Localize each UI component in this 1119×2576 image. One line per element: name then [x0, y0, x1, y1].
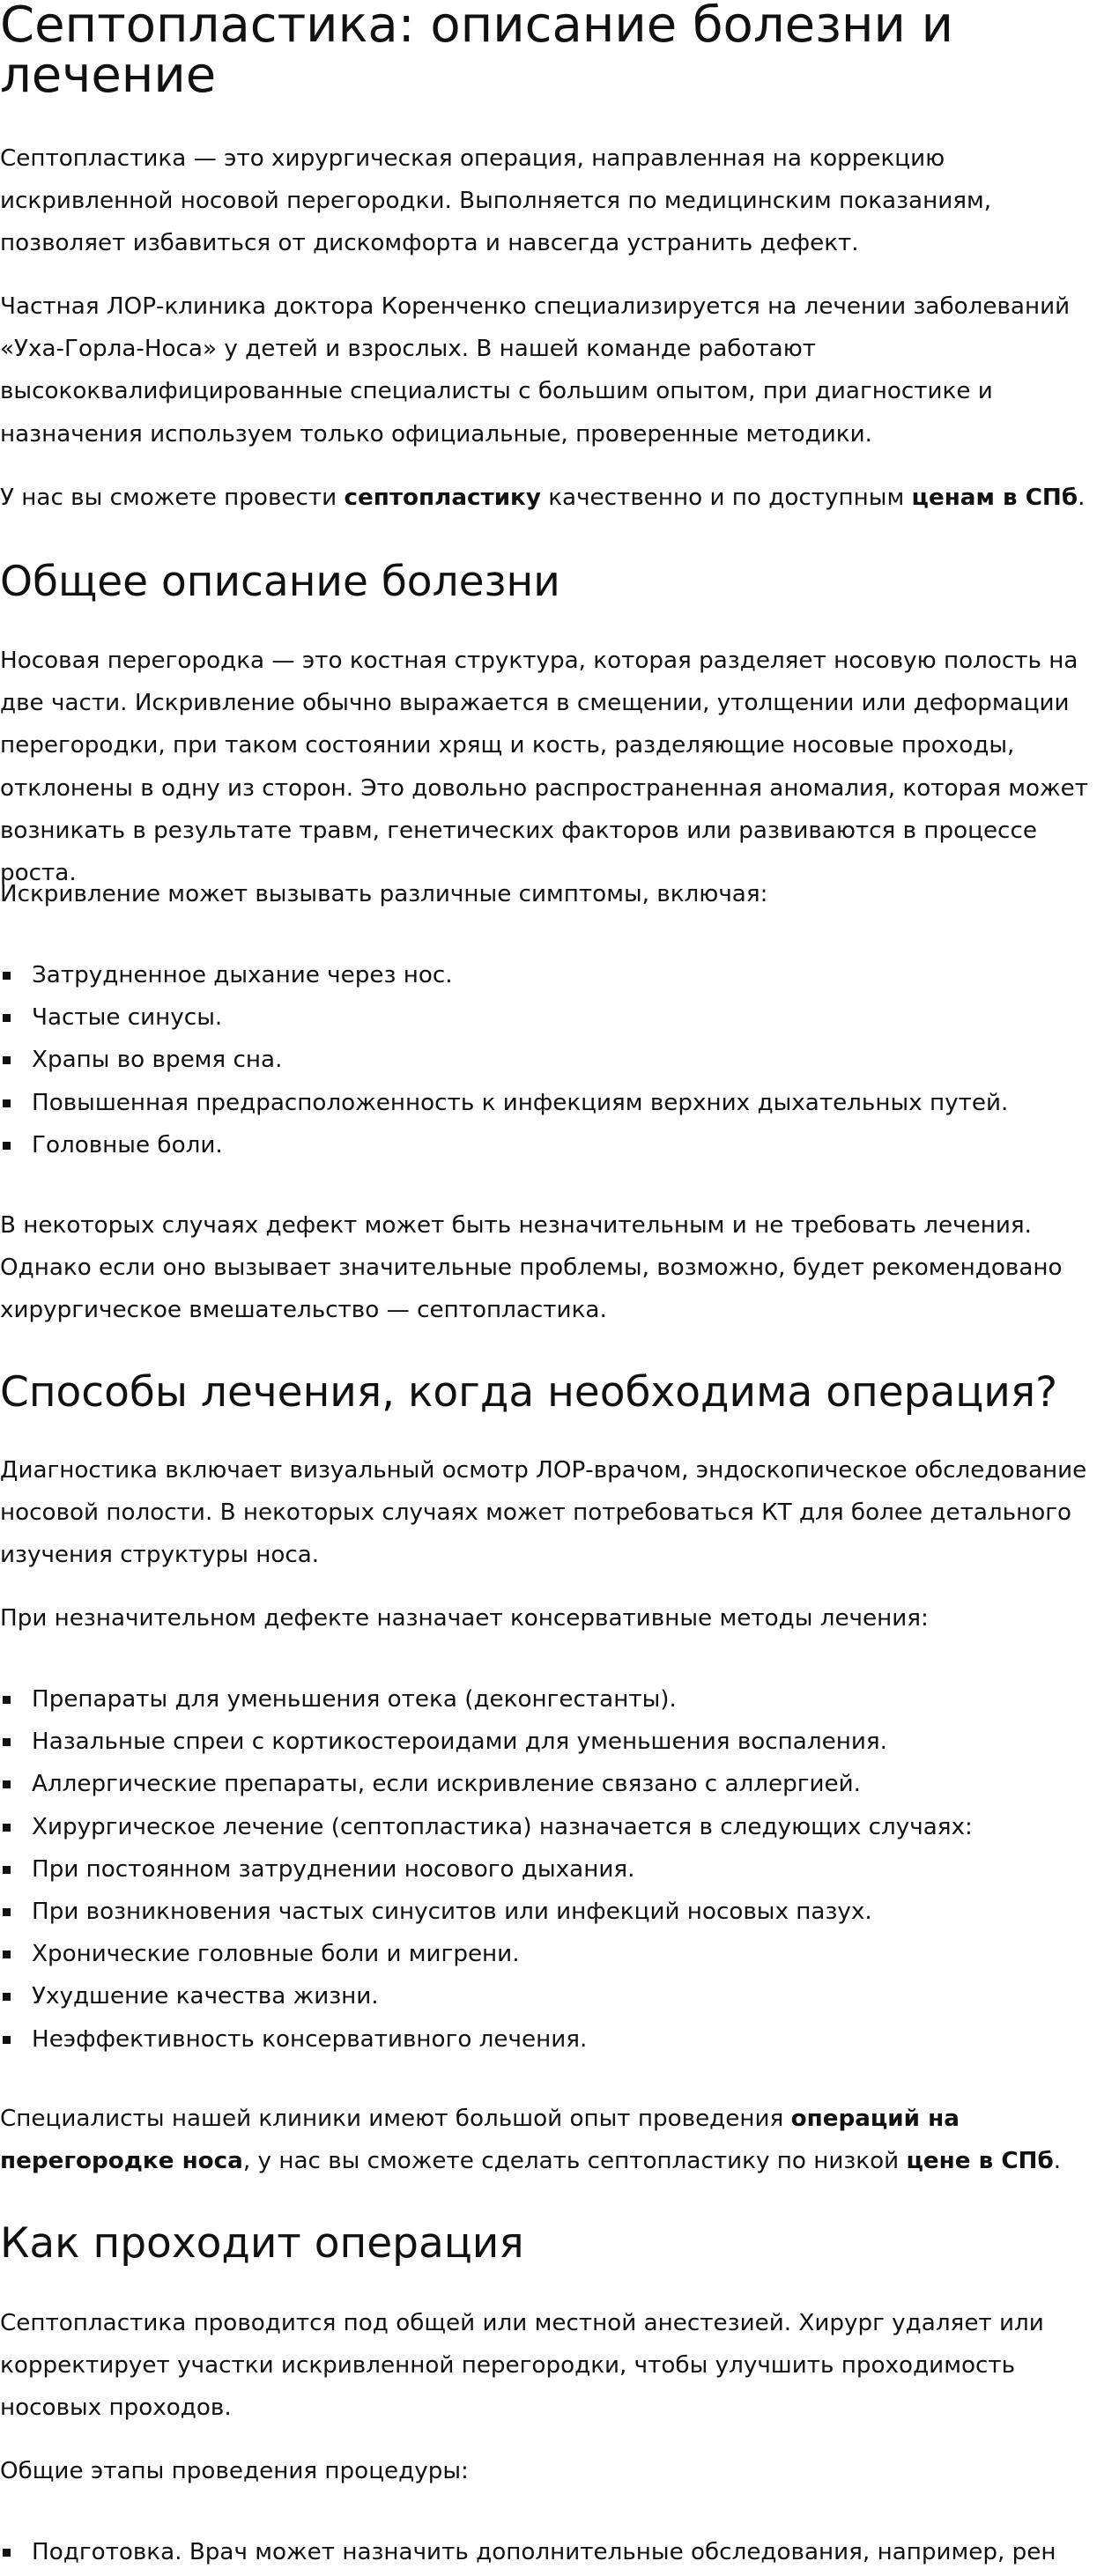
list-item-text: Храпы во время сна.	[32, 1047, 283, 1074]
list-item	[0, 996, 1117, 1039]
section-heading-operation: Как проходит операция	[0, 2219, 524, 2268]
bullet-icon	[3, 1951, 11, 1958]
bullet-icon	[3, 2036, 11, 2044]
section-heading-treatment: Способы лечения, когда необходима операция?	[0, 1368, 1058, 1417]
list-item-text: При постоянном затруднении носового дыхания.	[32, 1855, 635, 1883]
bullet-icon	[3, 1696, 11, 1704]
bullet-icon	[3, 1099, 11, 1107]
list-item-text: Затрудненное дыхание через нос.	[32, 962, 453, 988]
intro-p3-text-d: .	[1078, 485, 1086, 511]
bullet-icon	[3, 1993, 11, 2001]
septoplasty-keyword: септопластику	[344, 485, 541, 511]
bullet-icon	[3, 1824, 11, 1832]
list-item	[0, 1848, 1117, 1891]
list-item	[0, 1039, 1117, 1081]
operation-paragraph-2: Общие этапы проведения процедуры:	[0, 2458, 469, 2484]
list-item-text: Назальные спреи с кортикостероидами для уменьшения воспаления.	[32, 1728, 887, 1756]
list-item-text: Хронические головные боли и мигрени.	[32, 1941, 520, 1968]
list-item-text: Аллергические препараты, если искривление связано с аллергией.	[32, 1771, 861, 1798]
list-item-text: Головные боли.	[32, 1131, 223, 1158]
treatment-p3-text-d: .	[1053, 2148, 1062, 2175]
list-item	[0, 1678, 1117, 1721]
bullet-icon	[3, 1908, 11, 1916]
intro-p3-text-c: качественно и по доступным	[540, 485, 912, 511]
bullet-icon	[3, 1056, 11, 1064]
bullet-icon	[3, 972, 11, 980]
list-item-text: Повышенная предрасположенность к инфекциям верхних дыхательных путей.	[32, 1089, 1009, 1116]
disease-paragraph-1: Носовая перегородка — это костная структура, которая разделяет носовую полость на две части. Искривление обычно выражается в смещении, утолщении или деформации перегородки, при таком состоянии хрящ и кость, разделяющие носовые проходы, отклонены в одну из сторон. Это довольно распространенная аномалия, которая может возникать в результате травм, генетических факторов или развиваются в процессе роста.	[0, 648, 1089, 887]
list-item	[0, 1763, 1117, 1805]
list-item-text: Ухудшение качества жизни.	[32, 1983, 379, 2010]
list-item	[0, 2531, 1117, 2573]
treatments-list	[0, 1678, 1117, 2061]
intro-paragraph-2: Частная ЛОР-клиника доктора Коренченко специализируется на лечении заболеваний «Уха-Горла-Носа» у детей и взрослых. В нашей команде работают высококвалифицированные специалисты с большим опытом, при диагностике и назначения используем только официальные, проверенные методики.	[0, 293, 1071, 448]
bullet-icon	[3, 1014, 11, 1022]
list-item-text: Частые синусы.	[32, 1004, 223, 1032]
list-item	[0, 954, 1117, 996]
intro-paragraph-3	[0, 477, 1117, 519]
bullet-icon	[3, 2549, 11, 2557]
disease-paragraph-3: В некоторых случаях дефект может быть незначительным и не требовать лечения. Однако если оно вызывает значительные проблемы, возможно, будет рекомендовано хирургическое вмешательство — септопластика.	[0, 1212, 1063, 1324]
list-item	[0, 1806, 1117, 1848]
treatment-paragraph-2: При незначительном дефекте назначает консервативные методы лечения:	[0, 1605, 929, 1632]
bullet-icon	[3, 1738, 11, 1746]
symptoms-list	[0, 954, 1117, 1166]
list-item-text: Препараты для уменьшения отека (деконгестанты).	[32, 1686, 677, 1713]
treatment-p3-text-c: , у нас вы сможете сделать септопластику по низкой	[242, 2148, 907, 2175]
steps-list	[0, 2531, 1117, 2573]
surgery-keyword: операций на перегородке носа	[0, 2106, 960, 2175]
list-item	[0, 1721, 1117, 1763]
bullet-icon	[3, 1142, 11, 1150]
list-item	[0, 2018, 1117, 2061]
price-keyword: ценам в СПб	[911, 485, 1078, 511]
disease-paragraph-2: Искривление может вызывать различные симптомы, включая:	[0, 881, 768, 907]
price-keyword: цене в СПб	[906, 2148, 1054, 2175]
list-item-text: Хирургическое лечение (септопластика) назначается в следующих случаях:	[32, 1813, 973, 1840]
list-item-text: При возникновения частых синуситов или инфекций носовых пазух.	[32, 1898, 872, 1925]
list-item-text: Неэффективность консервативного лечения.	[32, 2025, 588, 2053]
section-heading-disease: Общее описание болезни	[0, 558, 560, 606]
operation-paragraph-1: Септопластика проводится под общей или местной анестезией. Хирург удаляет или корректирует участки искривленной перегородки, чтобы улучшить проходимость носовых проходов.	[0, 2310, 1044, 2422]
list-item	[0, 1933, 1117, 1975]
treatment-paragraph-1: Диагностика включает визуальный осмотр ЛОР-врачом, эндоскопическое обследование носовой полости. В некоторых случаях может потребоваться КТ для более детального изучения структуры носа.	[0, 1457, 1087, 1569]
bullet-icon	[3, 1780, 11, 1788]
list-item	[0, 1891, 1117, 1933]
treatment-p3-text-a: Специалисты нашей клиники имеют большой опыт проведения	[0, 2106, 791, 2132]
intro-p3-text-a: У нас вы сможете провести	[0, 485, 345, 511]
bullet-icon	[3, 1866, 11, 1874]
list-item-text: Подготовка. Врач может назначить дополнительные обследования, например, рен	[32, 2539, 1056, 2565]
list-item	[0, 1082, 1117, 1124]
list-item	[0, 1975, 1117, 2017]
intro-paragraph-1: Септопластика — это хирургическая операция, направленная на коррекцию искривленной носовой перегородки. Выполняется по медицинским показаниям, позволяет избавиться от дискомфорта и навсегда устранить дефект.	[0, 145, 992, 257]
treatment-paragraph-3	[0, 2098, 1117, 2182]
list-item	[0, 1124, 1117, 1166]
page-title: Септопластика: описание болезни и лечение	[0, 0, 954, 104]
